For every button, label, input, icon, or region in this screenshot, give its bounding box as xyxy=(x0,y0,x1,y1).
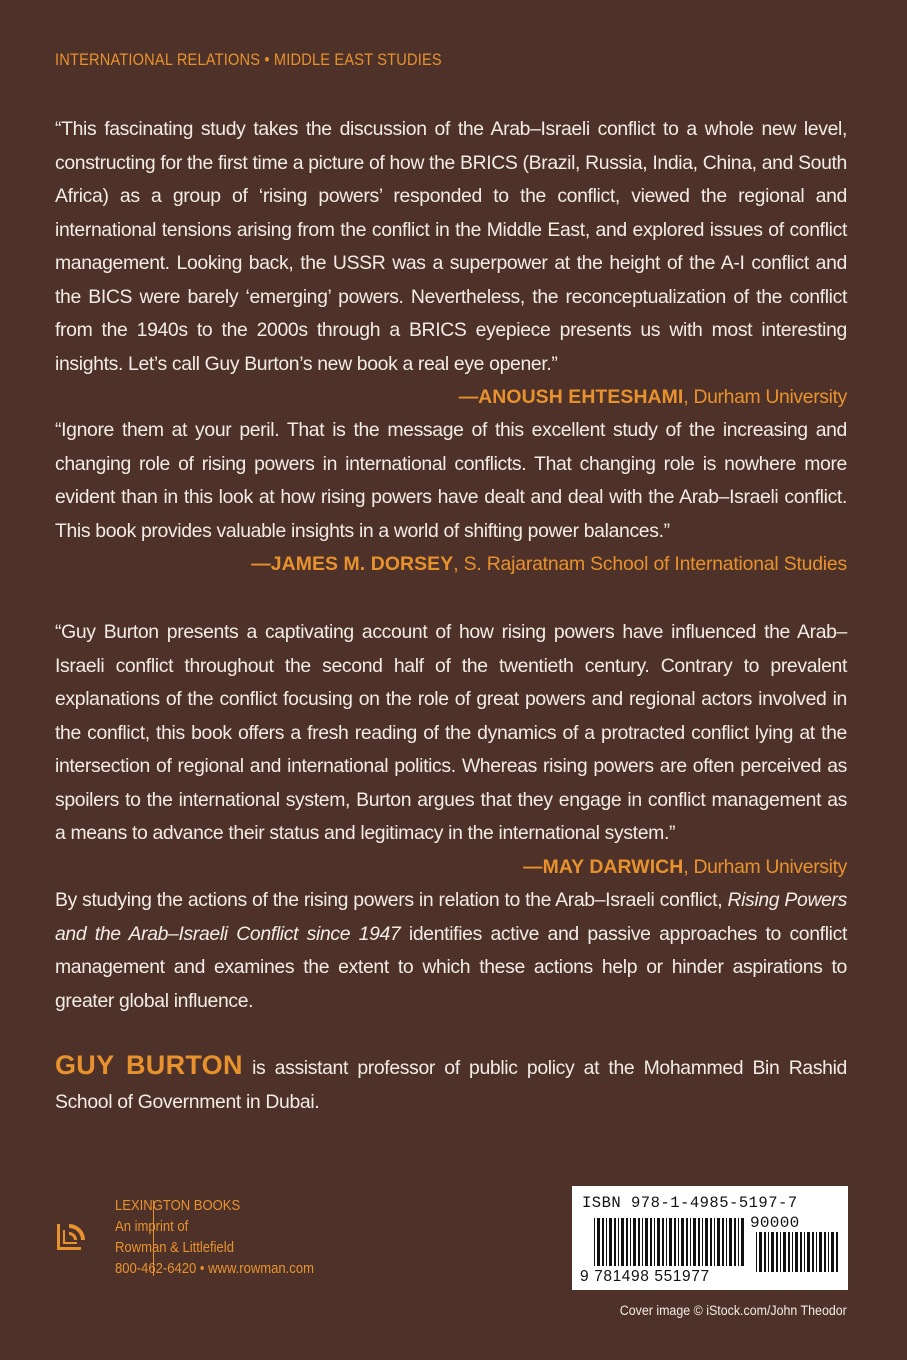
publisher-block xyxy=(55,1196,355,1280)
isbn-label: ISBN 978-1-4985-5197-7 xyxy=(582,1194,798,1212)
category-label: INTERNATIONAL RELATIONS • MIDDLE EAST STUDIES xyxy=(55,50,442,69)
endorsement-text: “This fascinating study takes the discussion of the Arab–Israeli conflict to a whole new level, constructing for the first time a picture of how the BRICS (Brazil, Russia, India, China, and South Africa) as a group of ‘rising powers’ responded to the conflict, viewed the regional and international tensions arising from the conflict in the Middle East, and explored issues of conflict management. Looking back, the USSR was a superpower at the height of the A-I conflict and the BICS were barely ‘emerging’ powers. Nevertheless, the reconceptualization of the conflict from the 1940s to the 2000s through a BRICS eyepiece presents us with most interesting insights. Let’s call Guy Burton’s new book a real eye opener.” xyxy=(55,118,847,375)
endorsement-text: “Ignore them at your peril. That is the message of this excellent study of the increasing and changing role of rising powers in international conflicts. That changing role is nowhere more evident than in this look at how rising powers have dealt and deal with the Arab–Israeli conflict. This book provides valuable insights in a world of shifting power balances.” xyxy=(55,419,847,542)
description-text: By studying the actions of the rising powers in relation to the Arab–Israeli conflict, xyxy=(55,889,728,911)
publisher-info xyxy=(115,1196,336,1280)
barcode-addon-bars-icon xyxy=(756,1232,842,1272)
endorser-affiliation: , Durham University xyxy=(683,855,847,878)
endorsement-3 xyxy=(55,616,847,884)
publisher-name: LEXINGTON BOOKS xyxy=(115,1198,241,1214)
barcode-number: 9 781498 551977 xyxy=(580,1268,710,1285)
endorsement-2 xyxy=(55,414,847,582)
isbn-barcode xyxy=(572,1186,848,1290)
author-bio xyxy=(55,1049,847,1119)
book-title: Rising Powers and the Arab–Israeli Conflict since 1947 xyxy=(55,889,847,945)
endorsement-attribution xyxy=(523,851,847,885)
book-description xyxy=(55,884,847,1018)
author-name: GUY BURTON xyxy=(55,1050,243,1080)
description-text-end: identifies active and passive approaches to conflict management and examines the extent to which these actions help or hinder aspirations to greater global influence. xyxy=(55,922,847,1012)
endorser-affiliation: , S. Rajaratnam School of International Studies xyxy=(453,553,847,575)
publisher-parent: Rowman & Littlefield xyxy=(115,1240,234,1256)
endorser-name: —JAMES M. DORSEY xyxy=(251,553,454,575)
endorser-name: —ANOUSH EHTESHAMI xyxy=(458,386,684,408)
publisher-contact: 800-462-6420 • www.rowman.com xyxy=(115,1261,314,1277)
lexington-logo-icon xyxy=(55,1220,89,1254)
endorsement-attribution xyxy=(55,548,847,582)
endorser-name: —MAY DARWICH xyxy=(523,855,684,878)
endorser-affiliation: , Durham University xyxy=(683,386,847,408)
endorsement-1 xyxy=(55,113,847,415)
publisher-imprint: An imprint of xyxy=(115,1219,189,1235)
endorsement-text: “Guy Burton presents a captivating account of how rising powers have influenced the Arab–Israeli conflict throughout the second half of the twentieth century. Contrary to prevalent explanations of the conflict focusing on the role of great powers and regional actors involved in the conflict, this book offers a fresh reading of the dynamics of a protracted conflict lying at the intersection of regional and international politics. Whereas rising powers are often perceived as spoilers to the international system, Burton argues that they engage in conflict management as a means to advance their status and legitimacy in the international system.” xyxy=(55,621,847,844)
cover-image-credit: Cover image © iStock.com/John Theodor xyxy=(619,1303,847,1318)
price-code: 90000 xyxy=(750,1214,800,1232)
endorsement-attribution xyxy=(459,381,847,415)
author-bio-text: is assistant professor of public policy at the Mohammed Bin Rashid School of Government in Dubai. xyxy=(55,1057,847,1113)
barcode-bars-icon xyxy=(594,1218,744,1266)
